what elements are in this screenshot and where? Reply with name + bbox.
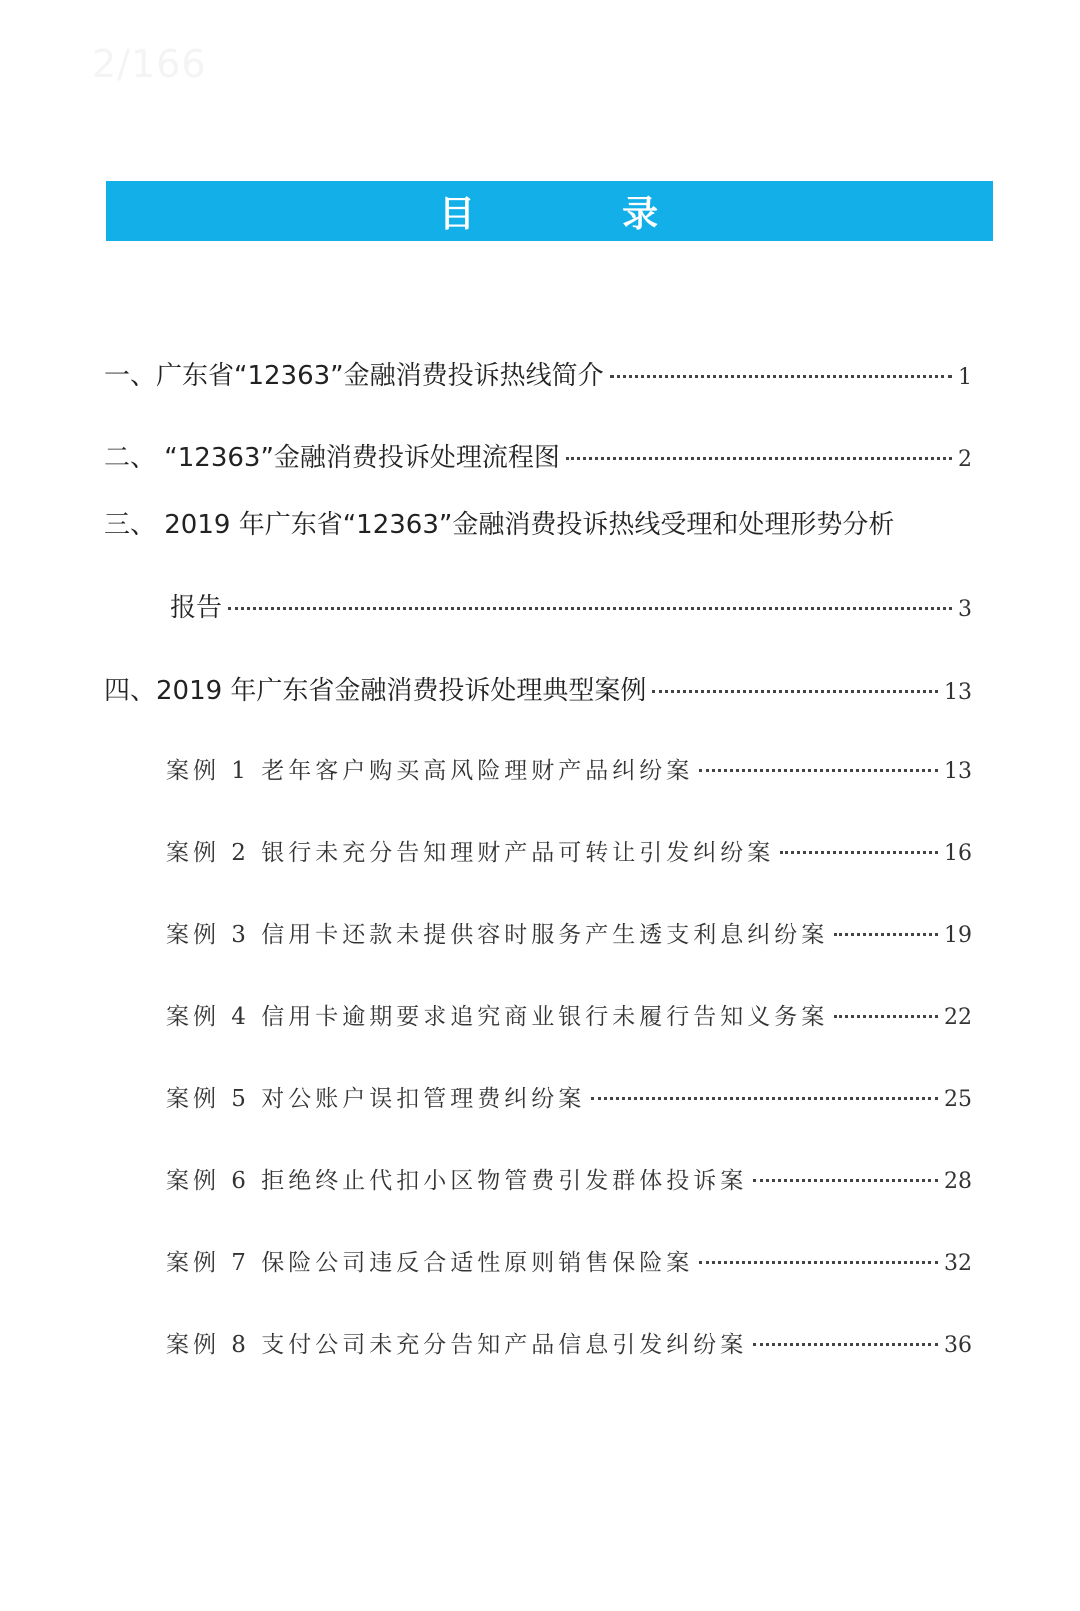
page-indicator: 2/166 <box>92 42 207 86</box>
toc-case-3[interactable] <box>166 916 972 949</box>
toc-leader-dots <box>566 457 952 460</box>
toc-case-8[interactable] <box>166 1326 972 1359</box>
toc-leader-dots <box>780 851 938 854</box>
toc-leader-dots <box>591 1097 938 1100</box>
toc-case-5[interactable] <box>166 1080 972 1113</box>
toc-case-label: 案例 8 支付公司未充分告知产品信息引发纠纷案 <box>166 1332 748 1358</box>
toc-leader-dots <box>652 690 938 693</box>
toc-case-label: 案例 6 拒绝终止代扣小区物管费引发群体投诉案 <box>166 1168 748 1194</box>
toc-page-number: 36 <box>944 1333 972 1358</box>
toc-page-number: 16 <box>944 841 972 866</box>
toc-title: 目 录 <box>438 193 661 235</box>
toc-page-number: 25 <box>944 1087 972 1112</box>
toc-case-1[interactable] <box>166 752 972 785</box>
toc-title-bar <box>106 181 993 241</box>
toc-case-4[interactable] <box>166 998 972 1031</box>
toc-page-number: 1 <box>958 365 972 390</box>
toc-case-label: 案例 1 老年客户购买高风险理财产品纠纷案 <box>166 758 694 784</box>
toc-item-2[interactable] <box>104 437 972 474</box>
toc-leader-dots <box>753 1179 938 1182</box>
toc-leader-dots <box>699 1261 938 1264</box>
toc-item-3-line1[interactable]: 三、 2019 年广东省“12363”金融消费投诉热线受理和处理形势分析 <box>104 510 895 540</box>
toc-case-label: 案例 5 对公账户误扣管理费纠纷案 <box>166 1086 586 1112</box>
toc-case-label: 案例 2 银行未充分告知理财产品可转让引发纠纷案 <box>166 840 775 866</box>
toc-case-label: 案例 4 信用卡逾期要求追究商业银行未履行告知义务案 <box>166 1004 829 1030</box>
toc-item-3[interactable] <box>170 587 972 624</box>
toc-page-number: 2 <box>958 447 972 472</box>
toc-case-6[interactable] <box>166 1162 972 1195</box>
toc-case-label: 案例 3 信用卡还款未提供容时服务产生透支利息纠纷案 <box>166 922 829 948</box>
toc-leader-dots <box>228 607 952 610</box>
toc-item-label: 一、广东省“12363”金融消费投诉热线简介 <box>104 361 604 391</box>
toc-item-1[interactable] <box>104 355 972 392</box>
toc-page-number: 19 <box>944 923 972 948</box>
toc-item-label: 四、2019 年广东省金融消费投诉处理典型案例 <box>104 676 647 706</box>
toc-item-label: 报告 <box>170 593 223 623</box>
toc-leader-dots <box>834 1015 938 1018</box>
toc-case-label: 案例 7 保险公司违反合适性原则销售保险案 <box>166 1250 694 1276</box>
toc-page-number: 22 <box>944 1005 972 1030</box>
toc-leader-dots <box>753 1343 938 1346</box>
toc-page-number: 3 <box>958 597 972 622</box>
toc-page-number: 28 <box>944 1169 972 1194</box>
toc-leader-dots <box>699 769 938 772</box>
toc-case-2[interactable] <box>166 834 972 867</box>
toc-page-number: 13 <box>944 680 972 705</box>
toc-leader-dots <box>834 933 938 936</box>
toc-item-label: 二、 “12363”金融消费投诉处理流程图 <box>104 443 560 473</box>
toc-page-number: 32 <box>944 1251 972 1276</box>
toc-item-4[interactable] <box>104 670 972 707</box>
toc-page-number: 13 <box>944 759 972 784</box>
toc-case-7[interactable] <box>166 1244 972 1277</box>
toc-leader-dots <box>610 375 952 378</box>
